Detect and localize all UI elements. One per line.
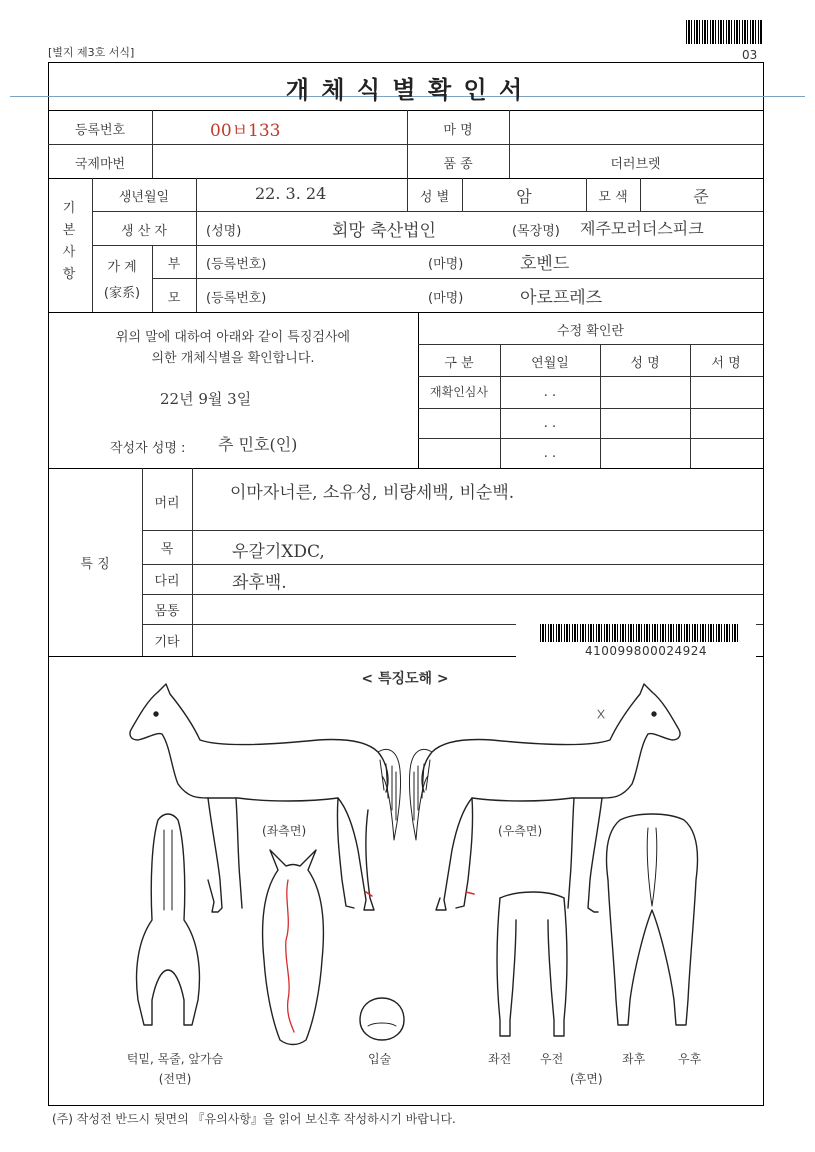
breed-value: 더러브렛 bbox=[610, 157, 661, 172]
front-caption-2: (전면) bbox=[158, 1072, 192, 1086]
correction-col-name: 성 명 bbox=[630, 356, 660, 371]
confirm-line-2: 의한 개체식별을 확인합니다. bbox=[151, 351, 315, 366]
farm-label: (목장명) bbox=[512, 224, 560, 239]
birth-label: 생년월일 bbox=[118, 190, 170, 205]
horse-name-label: 마 명 bbox=[443, 123, 473, 138]
correction-dots-3: . . bbox=[543, 446, 557, 461]
head-front-view bbox=[263, 850, 324, 1045]
producer-name-value: 회망 축산법인 bbox=[332, 221, 436, 241]
sex-value: 암 bbox=[516, 187, 532, 206]
dam-name-label: (마명) bbox=[428, 291, 464, 306]
intl-name-label: 국제마번 bbox=[74, 157, 126, 172]
writer-label: 작성자 성명 : bbox=[110, 441, 186, 456]
left-side-horse bbox=[130, 684, 401, 912]
rear-caption: (후면) bbox=[570, 1072, 603, 1086]
dam-name-value: 아로프레즈 bbox=[520, 288, 603, 308]
rear-left-caption: 좌후 bbox=[622, 1052, 646, 1066]
producer-label: 생 산 자 bbox=[121, 224, 167, 239]
birth-value: 22. 3. 24 bbox=[255, 184, 327, 203]
correction-col-sign: 서 명 bbox=[711, 356, 741, 371]
features-section-label: 특 징 bbox=[80, 557, 110, 572]
right-side-horse bbox=[409, 684, 680, 912]
neck-label: 목 bbox=[160, 542, 174, 557]
sire-name-label: (마명) bbox=[428, 257, 464, 272]
sex-label: 성 별 bbox=[419, 190, 450, 205]
lip-caption: 입술 bbox=[368, 1052, 392, 1066]
basic-section-label: 기본사항 bbox=[62, 201, 76, 282]
correction-dots-2: . . bbox=[543, 416, 557, 431]
sire-reg-label: (등록번호) bbox=[206, 257, 267, 272]
color-label: 모 색 bbox=[598, 190, 628, 205]
diagram-title: < 특징도해 > bbox=[361, 671, 449, 687]
pedigree-hanja: (家系) bbox=[103, 286, 141, 301]
barcode-number: 410099800024924 bbox=[585, 644, 708, 658]
leg-value: 좌후백. bbox=[232, 573, 287, 593]
leg-label: 다리 bbox=[154, 574, 180, 589]
correction-col-date: 연월일 bbox=[531, 356, 569, 371]
front-right-caption: 우전 bbox=[540, 1052, 564, 1066]
reg-no-value: 00ㅂ133 bbox=[210, 121, 281, 141]
correction-row1-label: 재확인심사 bbox=[430, 385, 488, 399]
confirm-date: 22년 9월 3일 bbox=[160, 390, 252, 408]
right-side-caption: (우측면) bbox=[498, 824, 543, 838]
dam-label: 모 bbox=[167, 291, 181, 306]
breed-label: 품 종 bbox=[443, 157, 473, 172]
dam-reg-label: (등록번호) bbox=[206, 291, 267, 306]
confirm-line-1: 위의 말에 대하여 아래와 같이 특징검사에 bbox=[115, 330, 351, 345]
rear-view-horse bbox=[607, 814, 698, 1025]
lips-view bbox=[360, 998, 404, 1040]
horse-diagram bbox=[48, 680, 762, 1100]
neck-value: 우갈기XDC, bbox=[232, 542, 325, 562]
reg-no-label: 등록번호 bbox=[74, 123, 126, 138]
head-label: 머리 bbox=[154, 496, 180, 511]
color-value: 준 bbox=[693, 187, 709, 206]
front-view-horse bbox=[137, 814, 200, 1025]
front-legs-view bbox=[497, 892, 567, 1036]
correction-dots-1: . . bbox=[543, 385, 557, 400]
front-left-caption: 좌전 bbox=[488, 1052, 512, 1066]
body-label: 몸통 bbox=[154, 604, 180, 619]
form-label: [별지 제3호 서식] bbox=[48, 46, 135, 59]
other-label: 기타 bbox=[154, 635, 180, 650]
sire-name-value: 호벤드 bbox=[520, 254, 570, 274]
page-number: 03 bbox=[742, 48, 758, 62]
pedigree-label: 가 계 bbox=[107, 260, 137, 275]
correction-title: 수정 확인란 bbox=[557, 324, 624, 339]
left-side-caption: (좌측면) bbox=[262, 824, 307, 838]
writer-value: 추 민호(인) bbox=[218, 435, 298, 454]
correction-col-type: 구 분 bbox=[444, 356, 474, 371]
footer-note: (주) 작성전 반드시 뒷면의 『유의사항』을 읽어 보신후 작성하시기 바랍니다. bbox=[52, 1112, 456, 1126]
rear-right-caption: 우후 bbox=[678, 1052, 702, 1066]
head-value: 이마자너른, 소유성, 비량세백, 비순백. bbox=[230, 483, 515, 503]
sire-label: 부 bbox=[167, 257, 181, 272]
farm-value: 제주모러더스피크 bbox=[580, 219, 704, 238]
producer-name-label: (성명) bbox=[206, 224, 242, 239]
top-barcode bbox=[686, 20, 762, 44]
id-barcode bbox=[540, 624, 740, 642]
front-caption-1: 턱밑, 목줄, 앞가슴 bbox=[126, 1052, 224, 1066]
page-title: 개 체 식 별 확 인 서 bbox=[285, 76, 525, 104]
